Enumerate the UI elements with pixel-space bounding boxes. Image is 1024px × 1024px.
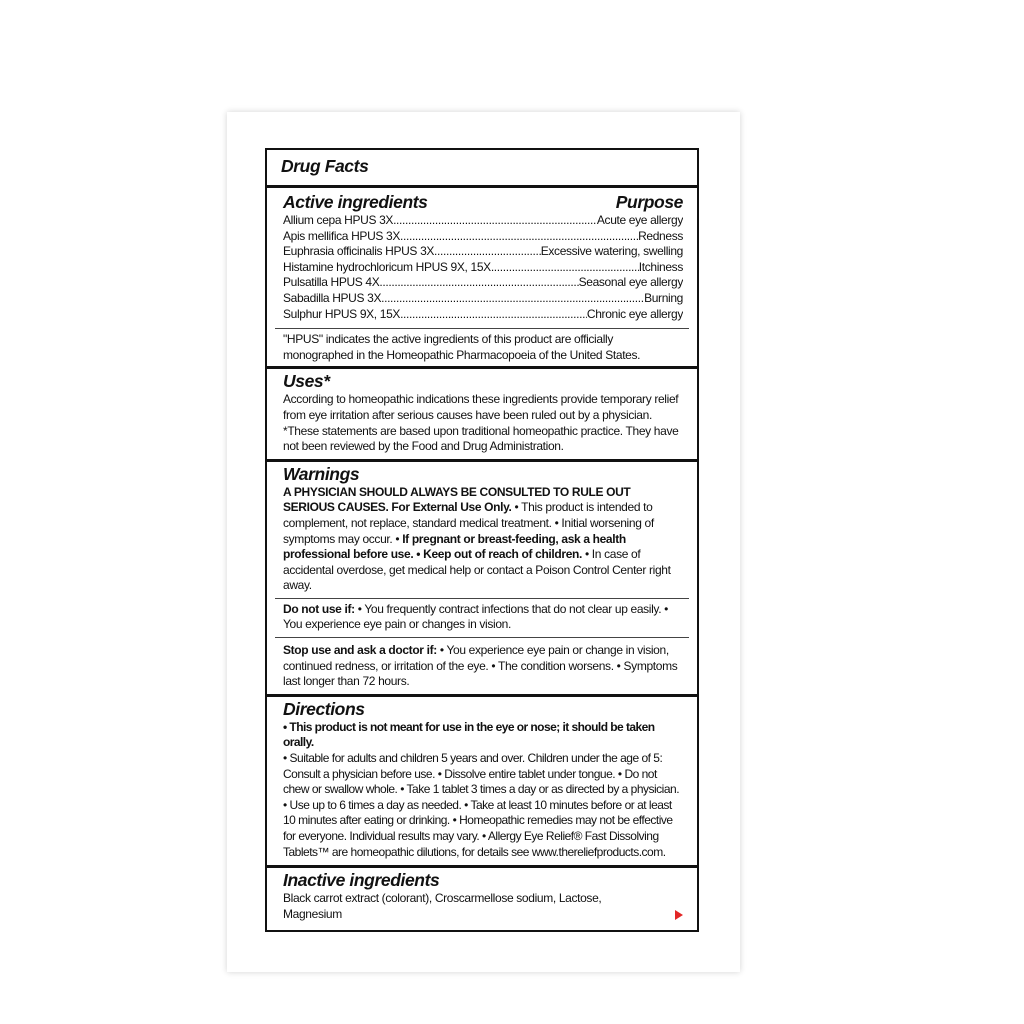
dot-leader — [400, 229, 638, 245]
ingredient-row — [283, 229, 683, 245]
ingredient-purpose: Itchiness — [638, 259, 683, 274]
hpus-note: "HPUS" indicates the active ingredients of this product are officially monographed in the Homeopathic Pharmacopoeia of the United States. — [283, 332, 641, 362]
hpus-note-section — [275, 328, 689, 366]
ingredient-name: Sulphur HPUS 9X, 15X — [283, 306, 401, 321]
ingredient-row — [283, 275, 683, 291]
drug-facts-panel — [265, 148, 699, 932]
ingredient-purpose: Redness — [638, 228, 683, 243]
ingredient-purpose: Chronic eye allergy — [586, 306, 683, 321]
ingredient-purpose: Burning — [644, 290, 683, 305]
ingredient-name: Pulsatilla HPUS 4X — [283, 275, 380, 290]
warning-text-1: • This product is intended to complement, not replace, standard medical treatment. • Initial worsening of symptoms may occur. • — [283, 500, 654, 546]
ingredient-name: Sabadilla HPUS 3X — [283, 290, 382, 305]
uses-heading: Uses* — [283, 371, 330, 392]
ingredient-row — [283, 307, 683, 323]
warning-bold-2: If pregnant or breast-feeding, ask a health professional before use. • Keep out of reach of children. — [283, 531, 626, 562]
uses-text: According to homeopathic indications these ingredients provide temporary relief from eye irritation after serious causes have been ruled out by a physician. *These statements are based upon traditional homeopathic practice. They have not been reviewed by the Food and Drug Administration. — [283, 392, 679, 454]
warnings-text — [283, 485, 683, 594]
ingredient-name: Apis mellifica HPUS 3X — [283, 228, 401, 243]
ingredient-row — [283, 291, 683, 307]
dot-leader — [379, 275, 578, 291]
ingredient-list — [283, 213, 683, 322]
stop-use-label: Stop use and ask a doctor if: — [283, 643, 437, 658]
inactive-ingredients-heading: Inactive ingredients — [283, 870, 440, 891]
do-not-use-label: Do not use if: — [283, 601, 355, 616]
ingredient-row — [283, 244, 683, 260]
stop-use-text: • You experience eye pain or change in vision, continued redness, or irritation of the eye. • The condition worsens. • Symptoms last longer than 72 hours. — [283, 643, 678, 689]
ingredient-name: Allium cepa HPUS 3X — [283, 213, 394, 227]
directions-text: • Suitable for adults and children 5 years and over. Children under the age of 5: Consult a physician before use. • Dissolve entire tablet under tongue. • Do not chew or swallow whole. • Take 1 tablet 3 times a day or as directed by a physician. • Use up to 6 times a day as needed. • Take at least 10 minutes before or at least 10 minutes after eating or drinking. • Homeopathic remedies may not be effective for everyone. Individual results may vary. • Allergy Eye Relief® Fast Dissolving Tablets™ are homeopathic dilutions, for details see www.thereliefproducts.com. — [283, 751, 680, 859]
active-ingredients-section — [267, 185, 697, 326]
ingredient-purpose: Acute eye allergy — [596, 213, 683, 227]
do-not-use-section — [275, 598, 689, 637]
dot-leader — [434, 244, 541, 260]
directions-bold-line: • This product is not meant for use in the eye or nose; it should be taken orally. — [283, 719, 655, 750]
warnings-section — [267, 459, 697, 598]
ingredient-purpose: Seasonal eye allergy — [578, 275, 683, 290]
directions-heading: Directions — [283, 698, 365, 719]
uses-section — [267, 366, 697, 458]
ingredient-row — [283, 213, 683, 229]
do-not-use-text: • You frequently contract infections that do not clear up easily. • You experience eye pain or changes in vision. — [283, 601, 669, 632]
purpose-heading: Purpose — [615, 192, 683, 212]
dot-leader — [491, 260, 639, 276]
warning-bold-1: A PHYSICIAN SHOULD ALWAYS BE CONSULTED TO RULE OUT SERIOUS CAUSES. For External Use Only. — [283, 484, 631, 515]
inactive-ingredients-text: Black carrot extract (colorant), Croscarmellose sodium, Lactose, Magnesium — [283, 891, 602, 921]
dot-leader — [400, 307, 587, 323]
ingredient-name: Euphrasia officinalis HPUS 3X — [283, 244, 435, 259]
continue-arrow-icon — [675, 910, 683, 920]
title-section — [267, 150, 697, 185]
dot-leader — [381, 291, 644, 307]
stop-use-section — [275, 637, 689, 694]
active-ingredients-heading: Active ingredients — [283, 192, 428, 212]
ingredient-row — [283, 260, 683, 276]
directions-section — [267, 694, 697, 865]
inactive-ingredients-section — [267, 865, 697, 930]
ingredient-name: Histamine hydrochloricum HPUS 9X, 15X — [283, 259, 491, 274]
warning-text-2: • In case of accidental overdose, get medical help or contact a Poison Control Center right away. — [283, 547, 671, 593]
warnings-heading: Warnings — [283, 463, 360, 484]
dot-leader — [393, 213, 597, 229]
page-title: Drug Facts — [281, 156, 369, 176]
ingredient-purpose: Excessive watering, swelling — [540, 244, 683, 259]
